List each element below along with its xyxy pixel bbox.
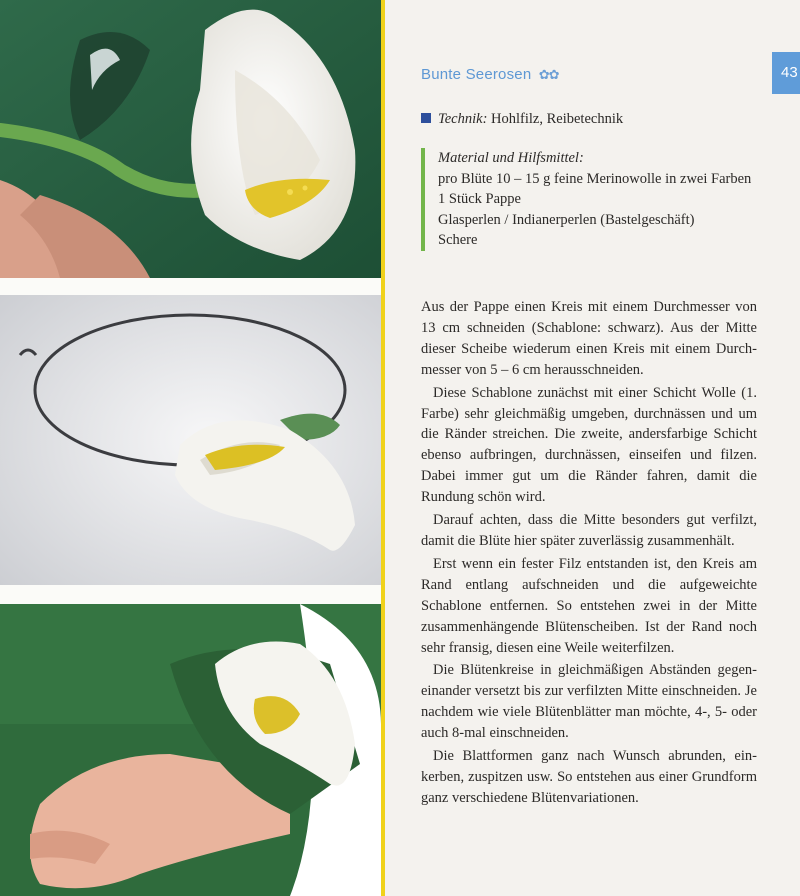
- material-item: pro Blüte 10 – 15 g feine Merinowolle in zwei Farben: [438, 170, 752, 187]
- paragraph: Die Blattformen ganz nach Wunsch abrunden, einkerben, zuspitzen usw. So entstehen aus einer Grundform ganz verschiedene Blütenvariationen.: [421, 748, 757, 806]
- technik-line: [421, 111, 623, 128]
- chapter-title-text: Bunte Seerosen: [421, 66, 532, 83]
- photo-calla-brooch: [0, 0, 381, 278]
- chapter-title: [421, 66, 559, 83]
- square-bullet-icon: [421, 113, 431, 123]
- paragraph: Darauf achten, dass die Mitte besonders gut verfilzt, damit die Blüte hier später zuverlässig zusammenhält.: [421, 512, 757, 549]
- technik-value: Hohlfilz, Reibetechnik: [491, 111, 624, 127]
- divider-rule: [381, 0, 385, 896]
- photo-gutter: [0, 278, 381, 295]
- material-item: 1 Stück Pappe: [438, 191, 521, 207]
- photo-gutter: [0, 585, 381, 604]
- paragraph: Diese Schablone zunächst mit einer Schicht Wolle (1. Farbe) sehr gleichmäßig umgeben, durchnässen und um die Ränder streichen. Die zweite, andersfarbige Schicht ebenso aufbringen, durchnässen, einseifen und filzen. Dabei immer gut um die Ränder fahren, damit die Rundung schön wird.: [421, 384, 757, 506]
- instructions-text: [421, 297, 757, 811]
- photo-calla-wrist: [0, 604, 381, 896]
- page-number: 43: [781, 64, 798, 81]
- material-item: Schere: [438, 232, 478, 248]
- difficulty-flower-icon: ✿✿: [538, 67, 559, 82]
- page-number-tab: [772, 52, 800, 94]
- photo-calla-necklace: [0, 295, 381, 585]
- material-box: [421, 148, 788, 251]
- paragraph: Erst wenn ein fester Filz entstanden ist, den Kreis am Rand entlang aufschneiden und die aufgeweichte Schablone entfernen. So entstehen zwei in der Mitte zusammenhängende Blütenscheiben. Ist der Rand noch sehr fransig, diesen eine Weile weiterfilzen.: [421, 555, 757, 656]
- technik-label: Technik:: [438, 111, 488, 127]
- material-item: Glasperlen / Indianerperlen (Bastelgeschäft): [438, 211, 695, 228]
- paragraph: Die Blütenkreise in gleichmäßigen Abständen gegeneinander versetzt bis zur verfilzten Mitte einschneiden. Je nachdem wie viele Blütenblätter man möchte, 4-, 5- oder auch 8-mal einschneiden.: [421, 662, 757, 742]
- paragraph: Aus der Pappe einen Kreis mit einem Durchmesser von 13 cm schneiden (Schablone: schwarz). Aus der Mitte dieser Scheibe wiederum einen Kreis mit einem Durchmesser von 5 – 6 cm herausschneiden.: [421, 299, 757, 378]
- material-heading: Material und Hilfsmittel:: [438, 150, 584, 166]
